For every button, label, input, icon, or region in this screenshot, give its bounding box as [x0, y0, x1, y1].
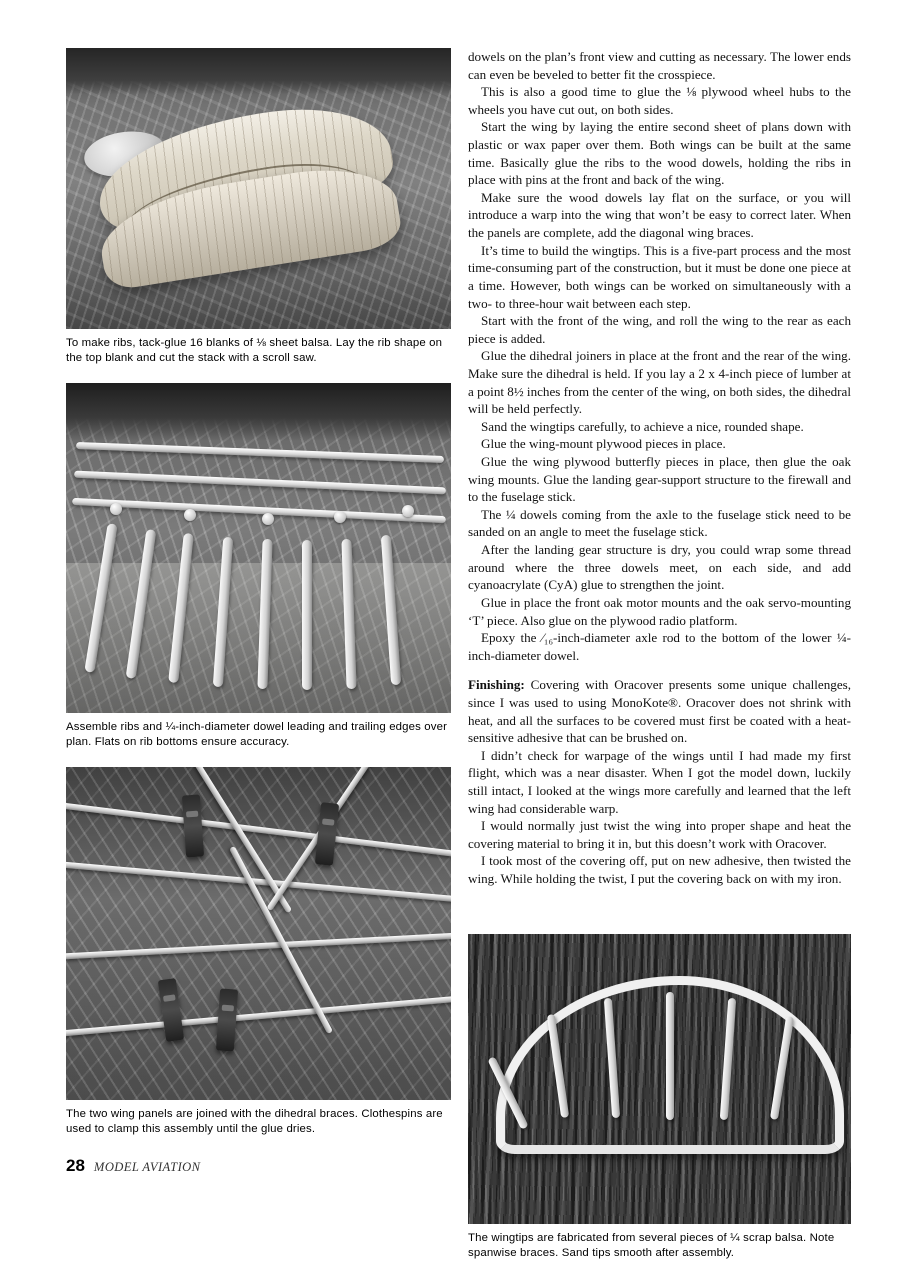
paragraph: Glue the wing plywood butterfly pieces in place, then glue the oak wing mounts. Glue the landing gear-support structure to the firewall and to the fuselage stick. — [468, 454, 851, 505]
paragraph: Glue the wing-mount plywood pieces in place. — [481, 436, 726, 452]
figure-caption: The wingtips are fabricated from several pieces of ¼ scrap balsa. Note spanwise braces. Sand tips smooth after assembly. — [468, 1231, 835, 1259]
paragraph: Sand the wingtips carefully, to achieve a nice, rounded shape. — [481, 418, 804, 434]
spanwise-brace — [666, 992, 674, 1120]
paragraph: Glue the dihedral joiners in place at the front and the rear of the wing. Make sure the dihedral is held. If you lay a 2 x 4-inch piece of lumber at a point 8½ inches from the center of the wing, on both sides, the dihedral will be held perfectly. — [468, 348, 851, 417]
pin — [334, 511, 346, 523]
pin — [184, 509, 196, 521]
pin — [262, 513, 274, 525]
wing-panels-joined-photo — [66, 767, 451, 1100]
paragraph: I took most of the covering off, put on new adhesive, then twisted the wing. While holding the twist, I put the covering back on with my iron. — [468, 853, 851, 887]
left-column — [66, 48, 451, 1137]
figure-wing-panels-joined — [66, 767, 451, 1137]
photo-shadow-band — [66, 383, 451, 441]
publication-name: MODEL AVIATION — [93, 1160, 201, 1174]
finishing-heading: Finishing: — [468, 677, 525, 693]
photo-content — [66, 48, 451, 329]
plastic-sheet-texture — [66, 767, 451, 1100]
figure-caption: To make ribs, tack-glue 16 blanks of ⅛ sheet balsa. Lay the rib shape on the top blank and cut the stack with a scroll saw. — [66, 337, 443, 365]
photo-content — [66, 767, 451, 1100]
figure-caption: The two wing panels are joined with the dihedral braces. Clothespins are used to clamp this assembly until the glue dries. — [66, 1108, 443, 1136]
finishing-paragraph — [468, 676, 851, 746]
paragraph: I would normally just twist the wing into proper shape and heat the covering material to bring it in, but this doesn’t work with Oracover. — [468, 818, 851, 851]
ribs-blanks-photo — [66, 48, 451, 329]
paragraph: It’s time to build the wingtips. This is a five-part process and the most time-consuming part of the construction, but it must be done one piece at a time. However, both wings can be worked on simultaneously with a two- to three-hour wait between each step. — [468, 242, 851, 311]
paragraph: Start the wing by laying the entire second sheet of plans down with plastic or wax paper over them. Both wings can be built at the same time. Basically glue the ribs to the wood dowels, holding the ribs in place with pins at the front and back of the wing. — [468, 119, 851, 188]
ribs-assembly-photo — [66, 383, 451, 713]
paragraph: Make sure the wood dowels lay flat on the surface, or you will introduce a warp into the wing that won’t be easy to correct later. When the panels are complete, add the diagonal wing braces. — [468, 189, 851, 241]
right-column — [468, 48, 851, 1261]
paragraph: I didn’t check for warpage of the wings until I had made my first flight, which was a near disaster. When I got the model down, luckily still intact, I looked at the wings more carefully and learned that the left wing had considerable warp. — [468, 747, 851, 816]
figure-ribs-assembly — [66, 383, 451, 750]
page-footer — [66, 1156, 200, 1176]
paragraph: Glue in place the front oak motor mounts and the oak servo-mounting ‘T’ piece. Also glue on the plywood radio platform. — [468, 594, 851, 628]
paragraph: dowels on the plan’s front view and cutting as necessary. The lower ends can even be beveled to better fit the crosspiece. — [468, 49, 851, 82]
paragraph: This is also a good time to glue the ⅛ plywood wheel hubs to the wheels you have cut out, on both sides. — [468, 84, 851, 117]
article-body — [468, 48, 851, 888]
paragraph: The ¼ dowels coming from the axle to the fuselage stick need to be sanded on an angle to meet the fuselage stick. — [468, 506, 851, 540]
figure-ribs-blanks — [66, 48, 451, 366]
wing-rib — [302, 540, 312, 690]
page-number: 28 — [66, 1156, 85, 1175]
figure-wingtip — [468, 934, 851, 1261]
photo-content — [468, 934, 851, 1224]
paragraph: Start with the front of the wing, and roll the wing to the rear as each piece is added. — [468, 313, 851, 346]
finishing-intro-text: Covering with Oracover presents some unique challenges, since I was used to using MonoKote®. Oracover does not shrink with heat, and all the surfaces to be covered must first be coated with a heat-sensitive adhesive that can be brushed on. — [468, 677, 851, 746]
paragraph: Epoxy the ⁄₁₆-inch-diameter axle rod to the bottom of the lower ¼-inch-diameter dowel. — [468, 630, 851, 663]
wingtip-photo — [468, 934, 851, 1224]
pin — [110, 503, 122, 515]
wingtip-assembly — [496, 976, 826, 1166]
photo-content — [66, 383, 451, 713]
paragraph: After the landing gear structure is dry, you could wrap some thread around where the three dowels meet, on each side, and add cyanoacrylate (CyA) glue to strengthen the joint. — [468, 542, 851, 593]
pin — [402, 505, 414, 517]
figure-caption: Assemble ribs and ¼-inch-diameter dowel leading and trailing edges over plan. Flats on rib bottoms ensure accuracy. — [66, 721, 448, 749]
